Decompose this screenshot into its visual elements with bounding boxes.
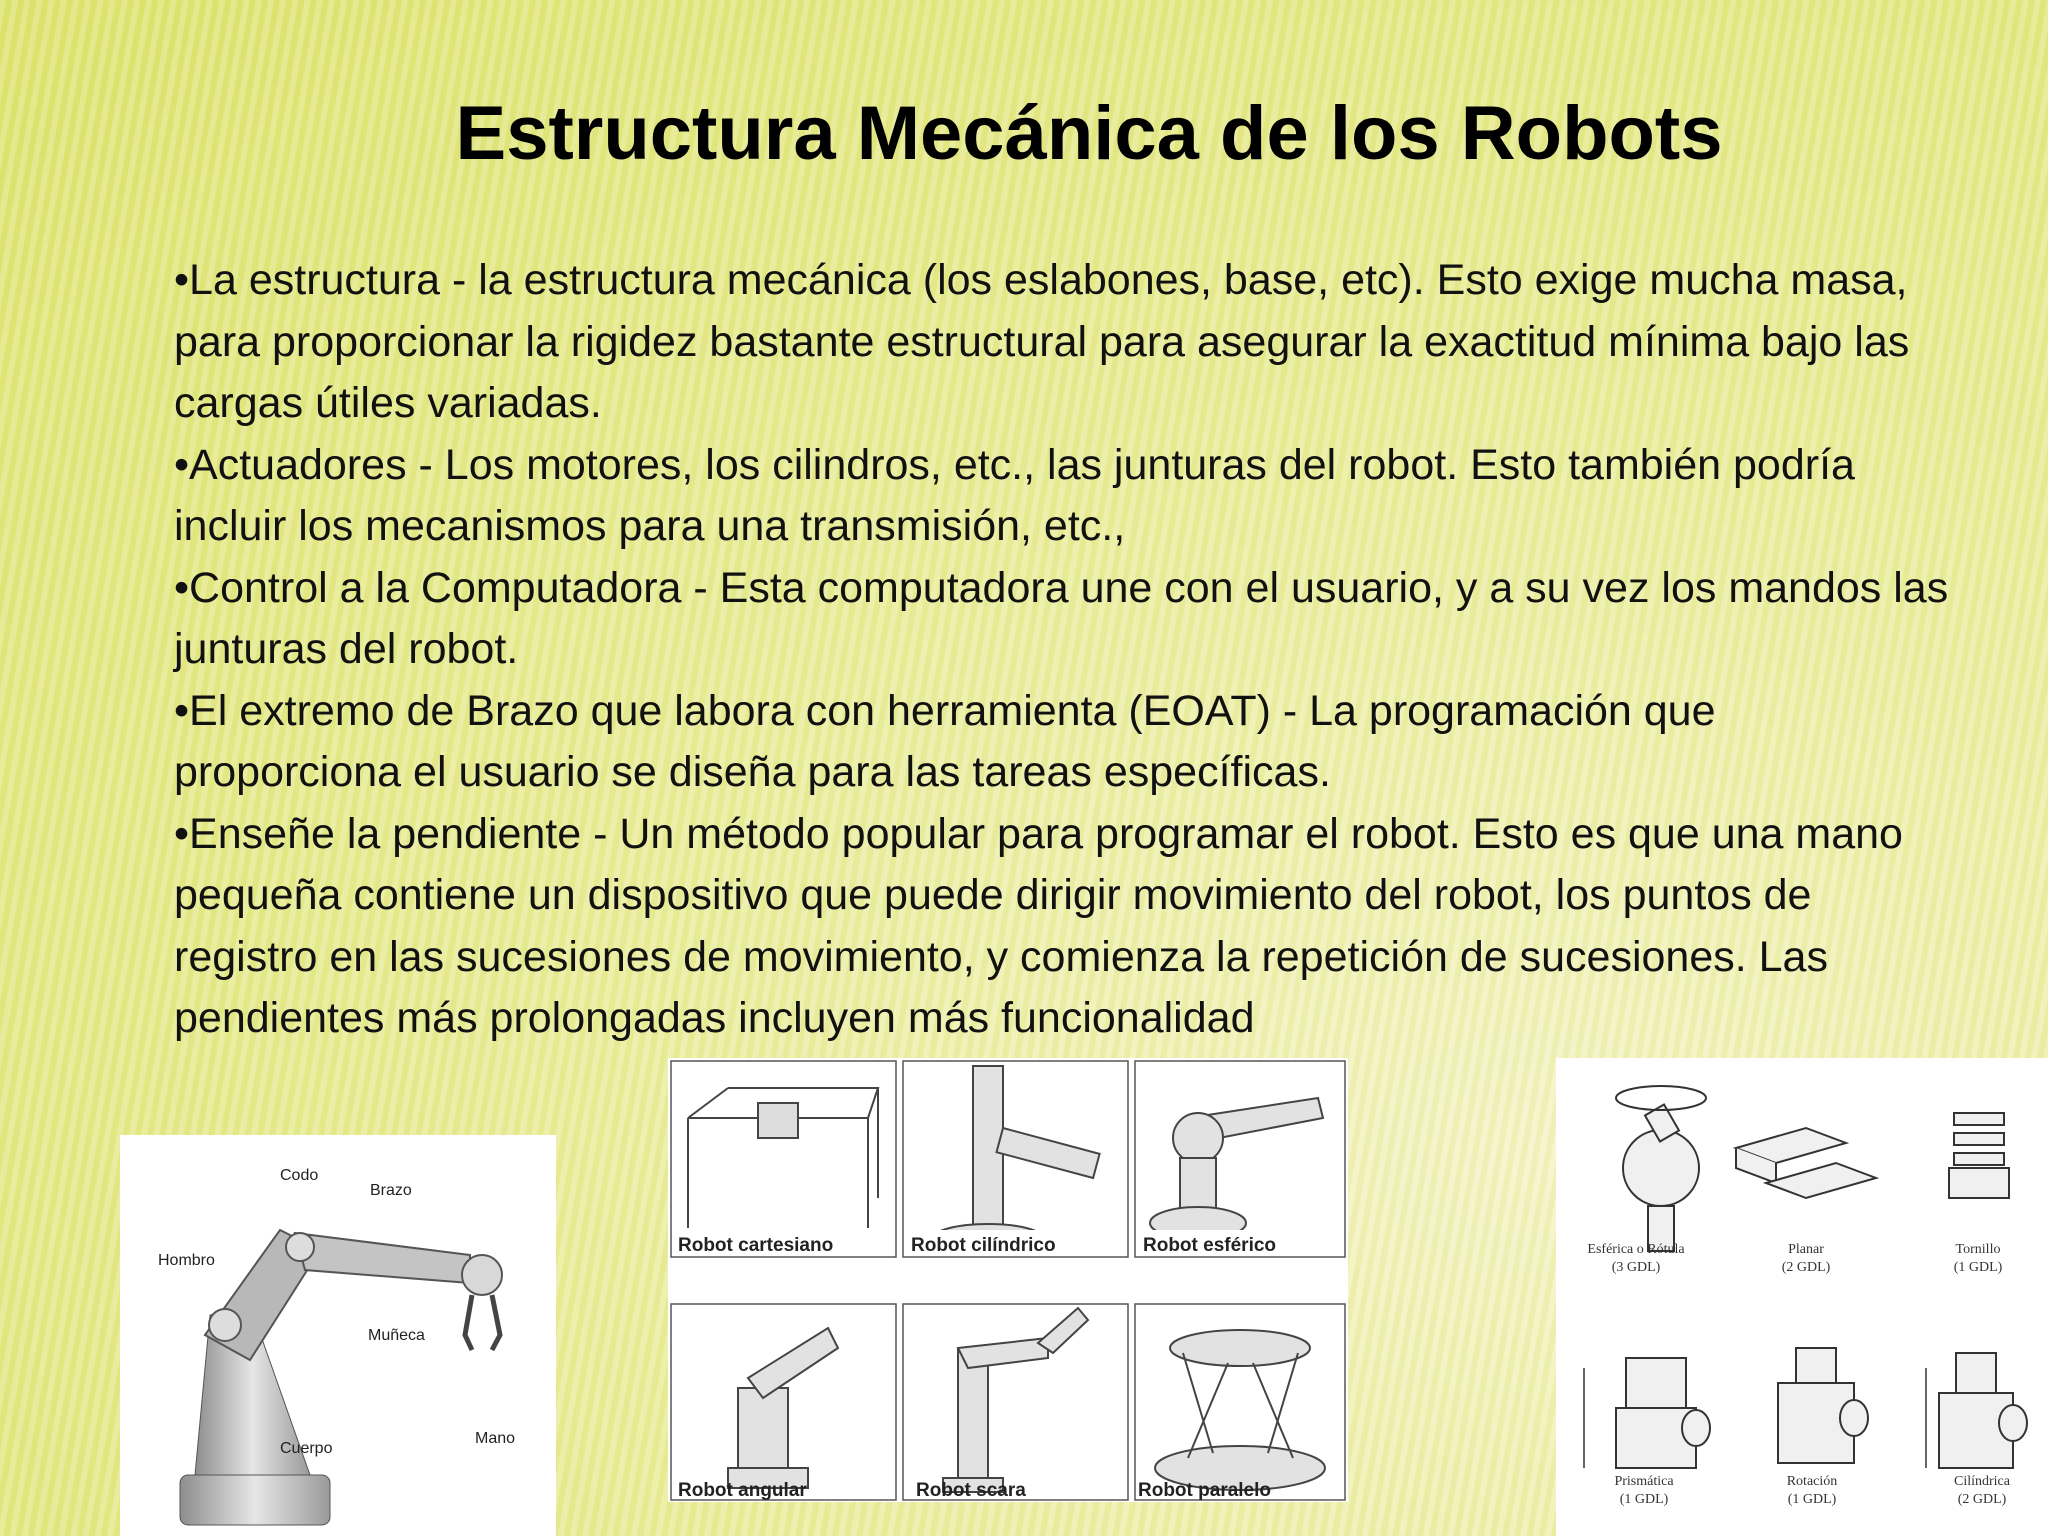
label-robot-paralelo: Robot paralelo xyxy=(1138,1480,1272,1501)
label-brazo: Brazo xyxy=(370,1182,412,1199)
joint-types-illustration xyxy=(1556,1058,2048,1536)
joint-prismatica-name: Prismática xyxy=(1614,1474,1674,1489)
robot-types-grid xyxy=(668,1058,1348,1502)
robot-arm-illustration xyxy=(120,1135,556,1536)
label-muneca: Muñeca xyxy=(368,1327,425,1344)
bullet-eoat: •El extremo de Brazo que labora con herramienta (EOAT) - La programación que proporciona el usuario se diseña para las tareas específicas. xyxy=(174,686,1716,796)
bullet-estructura: •La estructura - la estructura mecánica (los eslabones, base, etc). Esto exige mucha masa, para proporcionar la rigidez bastante estructural para asegurar la exactitud mínima bajo las cargas útiles variadas. xyxy=(174,256,1910,427)
slide-title: Estructura Mecánica de los Robots xyxy=(455,91,1723,176)
label-cuerpo: Cuerpo xyxy=(280,1440,333,1457)
joint-esferica-name: Esférica o Rótula xyxy=(1587,1242,1685,1257)
label-mano: Mano xyxy=(475,1430,516,1447)
joint-tornillo-name: Tornillo xyxy=(1955,1242,2001,1257)
joint-tornillo-dof: (1 GDL) xyxy=(1953,1260,2003,1275)
joint-cilindrica-name: Cilíndrica xyxy=(1954,1474,2010,1489)
bullet-list xyxy=(174,250,1954,1050)
bullet-control: •Control a la Computadora - Esta computadora une con el usuario, y a su vez los mandos las junturas del robot. xyxy=(174,563,1949,673)
robot-types-illustration xyxy=(668,1058,1348,1502)
label-robot-cartesiano: Robot cartesiano xyxy=(678,1235,834,1256)
label-codo: Codo xyxy=(280,1167,319,1184)
joint-rotacion-name: Rotación xyxy=(1786,1474,1838,1489)
label-robot-cilindrico: Robot cilíndrico xyxy=(911,1235,1056,1256)
joint-planar-name: Planar xyxy=(1788,1242,1824,1257)
joint-rotacion-dof: (1 GDL) xyxy=(1787,1492,1837,1507)
label-robot-esferico: Robot esférico xyxy=(1143,1235,1277,1256)
label-robot-angular: Robot angular xyxy=(678,1480,807,1501)
bullet-pendiente: •Enseñe la pendiente - Un método popular para programar el robot. Esto es que una mano pequeña contiene un dispositivo que puede dirigir movimiento del robot, los puntos de registro en las sucesiones de movimiento, y comienza la repetición de sucesiones. Las pendientes más prolongadas incluyen más funcionalidad xyxy=(174,809,1903,1042)
joint-prismatica-dof: (1 GDL) xyxy=(1619,1492,1669,1507)
robot-arm-diagram xyxy=(120,1135,556,1536)
joint-planar-dof: (2 GDL) xyxy=(1781,1260,1831,1275)
bullet-actuadores: •Actuadores - Los motores, los cilindros, etc., las junturas del robot. Esto también podría incluir los mecanismos para una transmisión, etc., xyxy=(174,440,1855,550)
joint-esferica-dof: (3 GDL) xyxy=(1611,1260,1661,1275)
joint-types-diagram xyxy=(1556,1058,2048,1536)
joint-cilindrica-dof: (2 GDL) xyxy=(1957,1492,2007,1507)
label-hombro: Hombro xyxy=(158,1252,215,1269)
label-robot-scara: Robot scara xyxy=(916,1480,1026,1501)
